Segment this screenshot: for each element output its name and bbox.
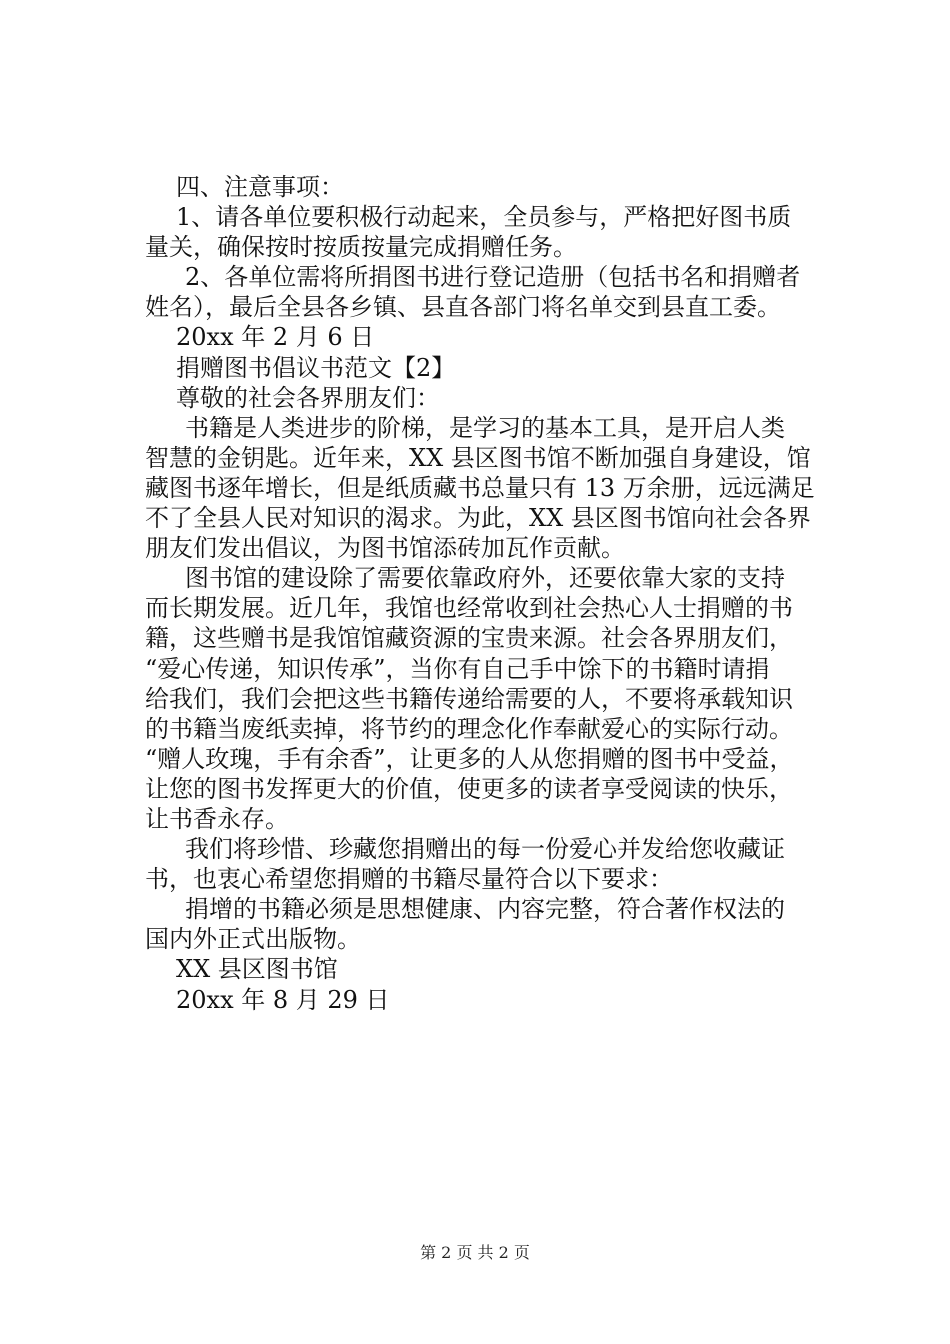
paragraph-line: 的书籍当废纸卖掉，将节约的理念化作奉献爱心的实际行动。 [145,714,793,743]
paragraph-line: 我们将珍惜、珍藏您捐赠出的每一份爱心并发给您收藏证 [185,835,785,864]
paragraph-line: “爱心传递，知识传承”，当你有自己手中馀下的书籍时请捐 [145,654,770,683]
paragraph-line: 智慧的金钥匙。近年来，XX 县区图书馆不断加强自身建设，馆 [145,443,811,472]
paragraph-line: 捐增的书籍必须是思想健康、内容完整，符合著作权法的 [185,895,785,924]
paragraph-line: 朋友们发出倡议，为图书馆添砖加瓦作贡献。 [145,534,625,563]
paragraph-line: 给我们，我们会把这些书籍传递给需要的人，不要将承载知识 [145,684,793,713]
paragraph-line: 让书香永存。 [145,804,289,833]
signature-date: 20xx 年 8 月 29 日 [176,985,390,1014]
salutation: 尊敬的社会各界朋友们： [176,383,440,412]
paragraph-line: “赠人玫瑰，手有余香”，让更多的人从您捐赠的图书中受益， [145,744,794,773]
paragraph-line: 书，也衷心希望您捐赠的书籍尽量符合以下要求： [145,865,673,894]
paragraph-line: 2、各单位需将所捐图书进行登记造册（包括书名和捐赠者 [185,263,801,292]
paragraph-line: 量关，确保按时按质按量完成捐赠任务。 [145,233,577,262]
paragraph-line: 图书馆的建设除了需要依靠政府外，还要依靠大家的支持 [185,564,785,593]
signature-organization: XX 县区图书馆 [176,955,338,984]
paragraph-line: 籍，这些赠书是我馆馆藏资源的宝贵来源。社会各界朋友们， [145,624,793,653]
paragraph-line: 国内外正式出版物。 [145,925,361,954]
paragraph-line: 而长期发展。近几年，我馆也经常收到社会热心人士捐赠的书 [145,594,793,623]
page-number-footer: 第 2 页 共 2 页 [420,1243,530,1262]
paragraph-line: 藏图书逐年增长，但是纸质藏书总量只有 13 万余册，远远满足 [145,473,815,502]
paragraph-line: 不了全县人民对知识的渴求。为此，XX 县区图书馆向社会各界 [145,504,811,533]
paragraph-line: 让您的图书发挥更大的价值，使更多的读者享受阅读的快乐， [145,774,793,803]
document-body [145,172,835,1015]
section-title: 捐赠图书倡议书范文【2】 [176,353,456,382]
paragraph-line: 1、请各单位要积极行动起来，全员参与，严格把好图书质 [176,203,792,232]
paragraph-line: 姓名），最后全县各乡镇、县直各部门将名单交到县直工委。 [145,293,781,322]
section-heading-notes: 四、注意事项： [176,173,344,201]
date-line: 20xx 年 2 月 6 日 [176,323,375,352]
paragraph-line: 书籍是人类进步的阶梯，是学习的基本工具，是开启人类 [185,413,785,442]
